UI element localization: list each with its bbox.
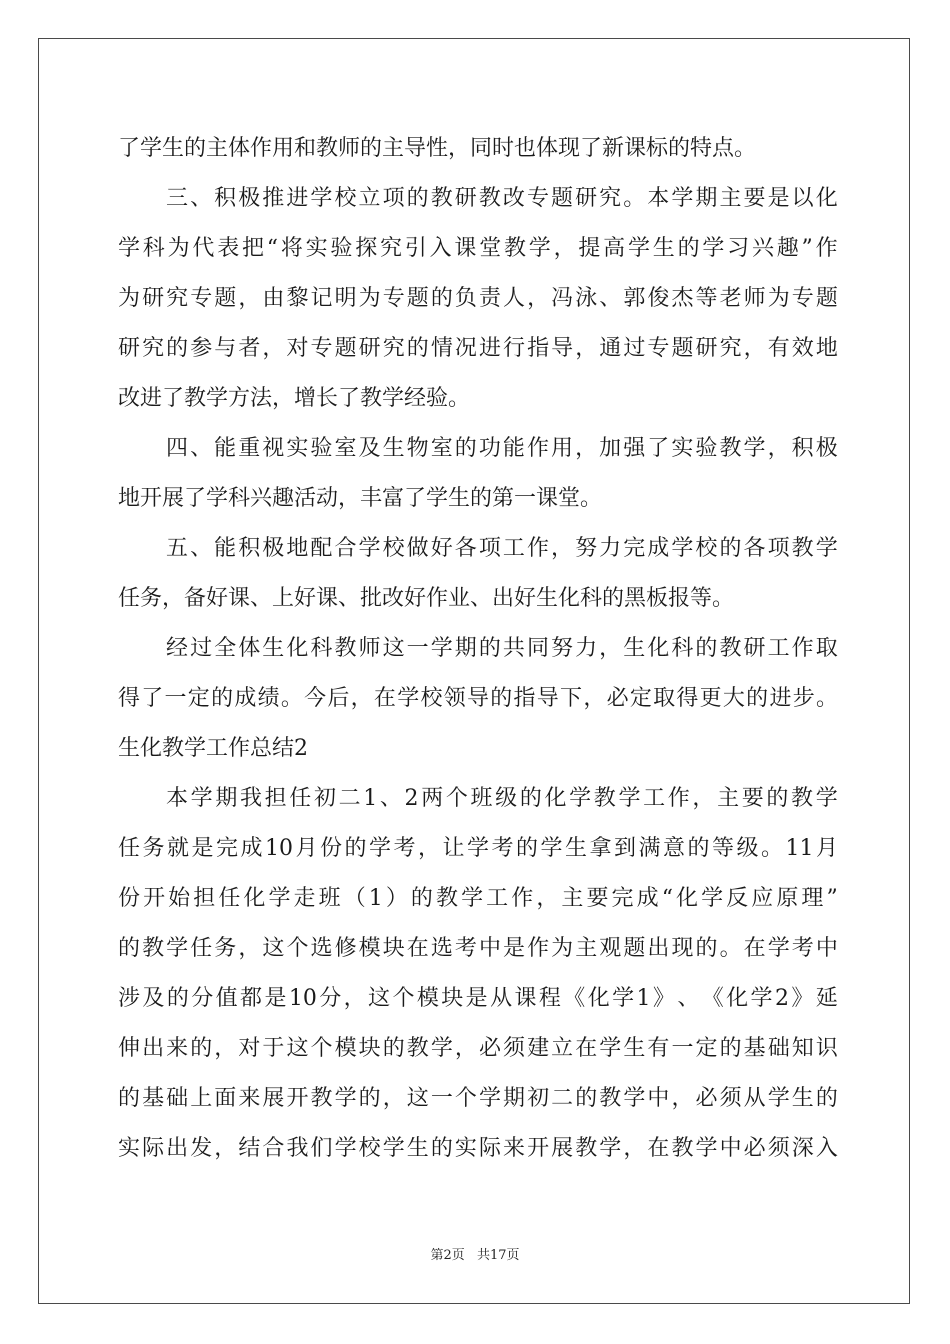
text-line: 得 了 一 定 的 成 绩 。 今 后 ， 在 学 校 领 导 的 指 导 下 ， 必 定 取 得 更 大 的 进 步 。: [118, 686, 838, 711]
page-footer: [0, 1244, 950, 1263]
text-line: 伸 出 来 的 ， 对 于 这 个 模 块 的 教 学 ， 必 须 建 立 在 学 生 有 一 定 的 基 础 知 识: [118, 1036, 838, 1061]
text-line: 的 基 础 上 面 来 展 开 教 学 的 ， 这 一 个 学 期 初 二 的 教 学 中 ， 必 须 从 学 生 的: [118, 1086, 838, 1111]
text-line: 改进了教学方法，增长了教学经验。: [118, 386, 471, 411]
text-line: 生化教学工作总结2: [118, 736, 308, 761]
text-line: 实 际 出 发 ， 结 合 我 们 学 校 学 生 的 实 际 来 开 展 教 学 ， 在 教 学 中 必 须 深 入: [118, 1136, 838, 1161]
page-number-current: 第2页: [430, 1248, 465, 1263]
text-line: 学 科 为 代 表 把 “ 将 实 验 探 究 引 入 课 堂 教 学 ， 提 高 学 生 的 学 习 兴 趣 ” 作: [118, 236, 838, 261]
text-line: 份 开 始 担 任 化 学 走 班 （ 1 ） 的 教 学 工 作 ， 主 要 完 成 “ 化 学 反 应 原 理 ”: [118, 886, 838, 911]
text-line: 为 研 究 专 题 ， 由 黎 记 明 为 专 题 的 负 责 人 ， 冯 泳 、 郭 俊 杰 等 老 师 为 专 题: [118, 286, 838, 311]
text-line: 地开展了学科兴趣活动，丰富了学生的第一课堂。: [118, 486, 603, 511]
text-line: 五 、 能 积 极 地 配 合 学 校 做 好 各 项 工 作 ， 努 力 完 成 学 校 的 各 项 教 学: [166, 536, 838, 561]
text-line: 的 教 学 任 务 ， 这 个 选 修 模 块 在 选 考 中 是 作 为 主 观 题 出 现 的 。 在 学 考 中: [118, 936, 838, 961]
text-line: 任务，备好课、上好课、批改好作业、出好生化科的黑板报等。: [118, 586, 735, 611]
text-line: 经 过 全 体 生 化 科 教 师 这 一 学 期 的 共 同 努 力 ， 生 化 科 的 教 研 工 作 取: [166, 636, 838, 661]
text-line: 本 学 期 我 担 任 初 二 1 、 2 两 个 班 级 的 化 学 教 学 工 作 ， 主 要 的 教 学: [166, 786, 838, 811]
page-number-total: 共17页: [476, 1248, 520, 1263]
text-line: 研 究 的 参 与 者 ， 对 专 题 研 究 的 情 况 进 行 指 导 ， 通 过 专 题 研 究 ， 有 效 地: [118, 336, 838, 361]
text-line: 了学生的主体作用和教师的主导性，同时也体现了新课标的特点。: [118, 136, 757, 161]
text-line: 涉 及 的 分 值 都 是 10 分 ， 这 个 模 块 是 从 课 程 《 化 学 1 》 、 《 化 学 2 》 延: [118, 986, 838, 1011]
text-line: 任 务 就 是 完 成 10 月 份 的 学 考 ， 让 学 考 的 学 生 拿 到 满 意 的 等 级 。 11 月: [118, 836, 838, 861]
text-line: 三 、 积 极 推 进 学 校 立 项 的 教 研 教 改 专 题 研 究 。 本 学 期 主 要 是 以 化: [166, 186, 838, 211]
document-body: [118, 124, 838, 1174]
text-line: 四 、 能 重 视 实 验 室 及 生 物 室 的 功 能 作 用 ， 加 强 了 实 验 教 学 ， 积 极: [166, 436, 838, 461]
